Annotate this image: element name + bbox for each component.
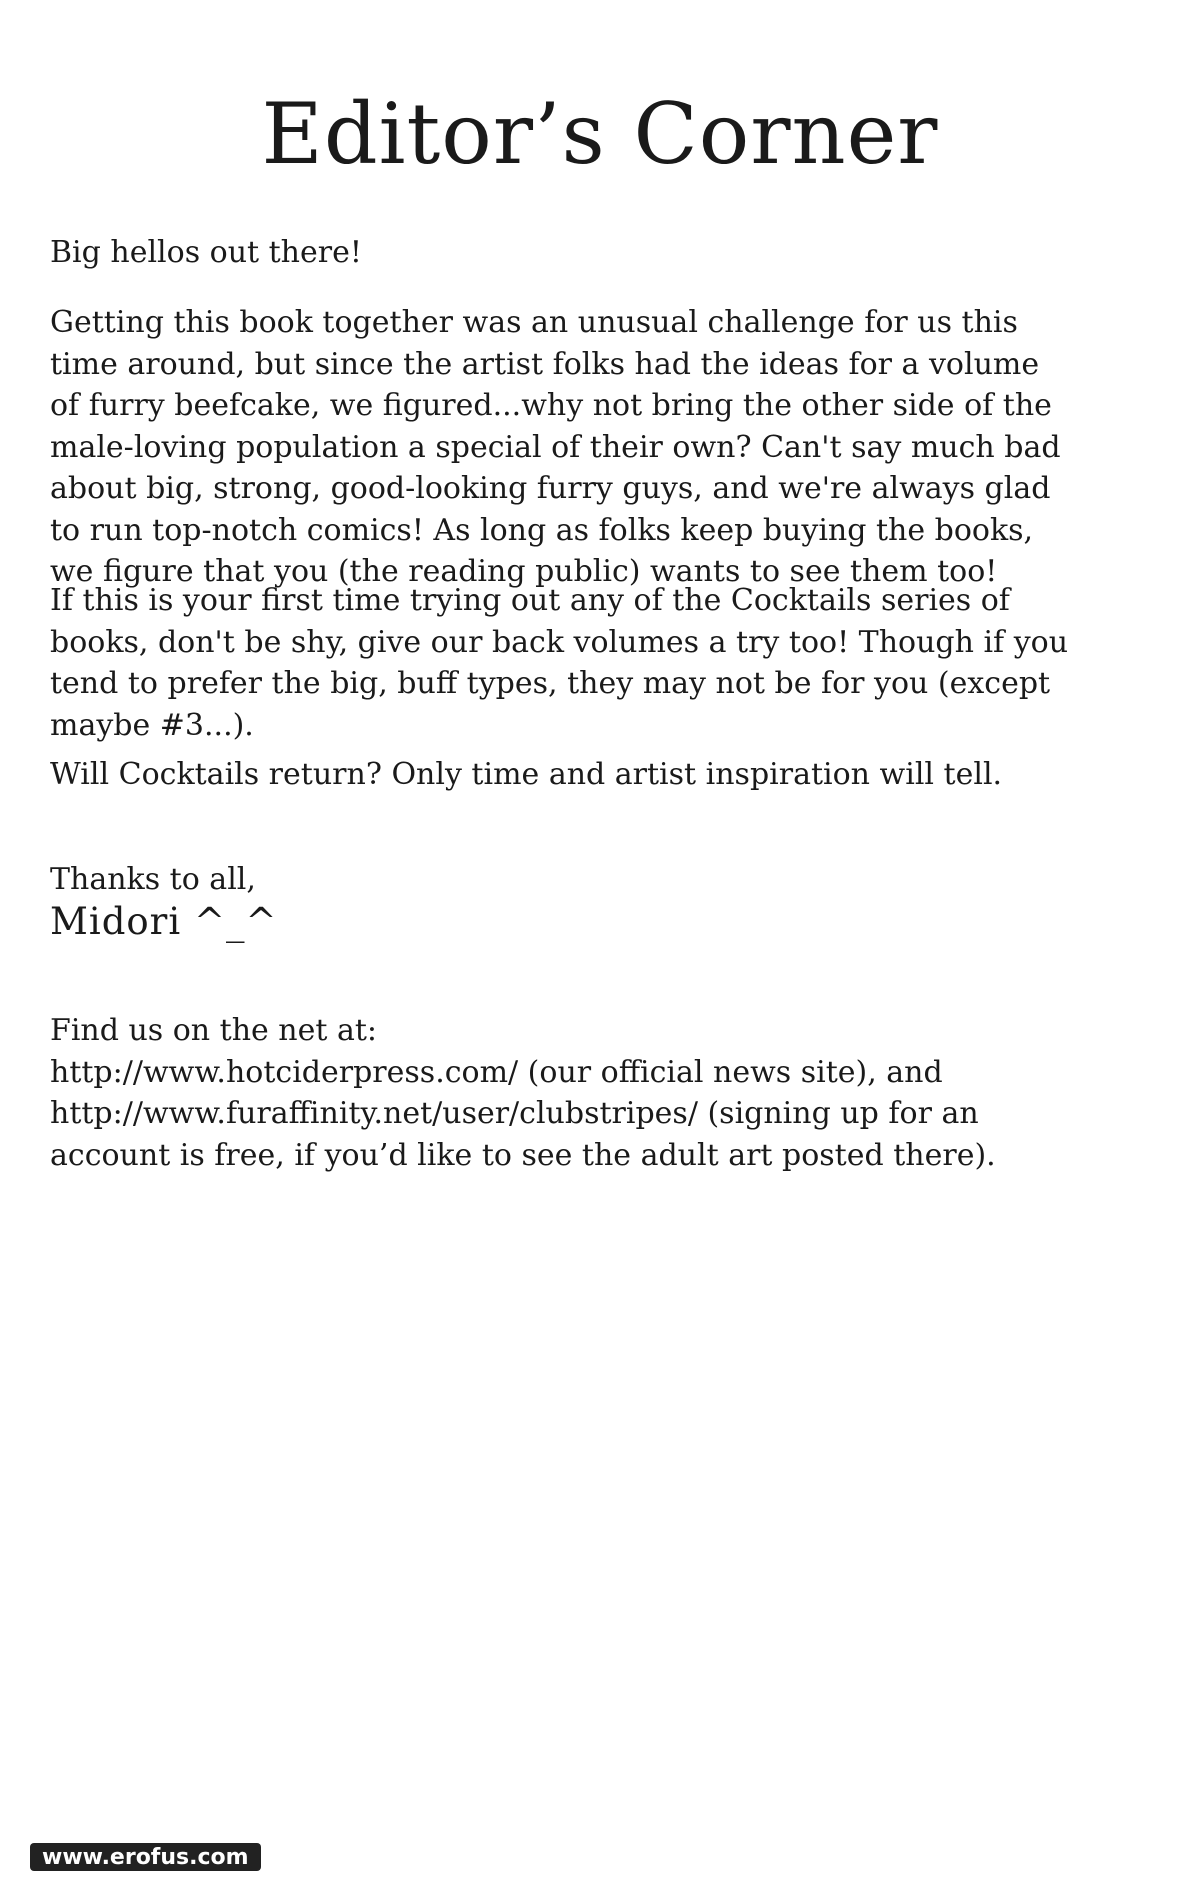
paragraph-line: about big, strong, good-looking furry guys, and we're always glad	[50, 471, 1051, 506]
links-line: account is free, if you’d like to see the adult art posted there).	[50, 1137, 996, 1173]
links-line: http://www.furaffinity.net/user/clubstripes/ (signing up for an	[50, 1096, 979, 1131]
signoff-block	[50, 859, 1160, 942]
paragraph-series	[50, 580, 1160, 746]
page-title: Editor’s Corner	[261, 85, 939, 183]
paragraph-line: books, don't be shy, give our back volumes a try too! Though if you	[50, 624, 1069, 660]
greeting-text	[50, 232, 1160, 274]
links-line: Find us on the net at:	[50, 1013, 378, 1048]
paragraph-line: maybe #3...).	[50, 707, 254, 743]
paragraph-line: Will Cocktails return? Only time and artist inspiration will tell.	[50, 757, 1003, 792]
paragraph-line: we figure that you (the reading public) wants to see them too!	[50, 554, 998, 589]
paragraph-line: male-loving population a special of their own? Can't say much bad	[50, 429, 1061, 465]
signature-name: Midori ^_^	[50, 899, 278, 943]
watermark-badge	[30, 1843, 261, 1871]
links-block	[50, 1010, 1160, 1176]
watermark-text: www.erofus.com	[42, 1844, 249, 1870]
paragraph-line: time around, but since the artist folks had the ideas for a volume	[50, 346, 1040, 382]
paragraph-line: tend to prefer the big, buff types, they may not be for you (except	[50, 666, 1051, 701]
signoff-line: Thanks to all,	[50, 862, 256, 897]
paragraph-line: of furry beefcake, we figured...why not bring the other side of the	[50, 388, 1052, 423]
paragraph-intro	[50, 302, 1160, 593]
paragraph-line: to run top-notch comics! As long as folks keep buying the books,	[50, 512, 1034, 548]
paragraph-return	[50, 754, 1160, 796]
greeting-line: Big hellos out there!	[50, 235, 362, 270]
paragraph-line: Getting this book together was an unusual challenge for us this	[50, 305, 1018, 340]
paragraph-line: If this is your first time trying out any of the Cocktails series of	[50, 583, 1010, 618]
links-line: http://www.hotciderpress.com/ (our official news site), and	[50, 1054, 943, 1090]
